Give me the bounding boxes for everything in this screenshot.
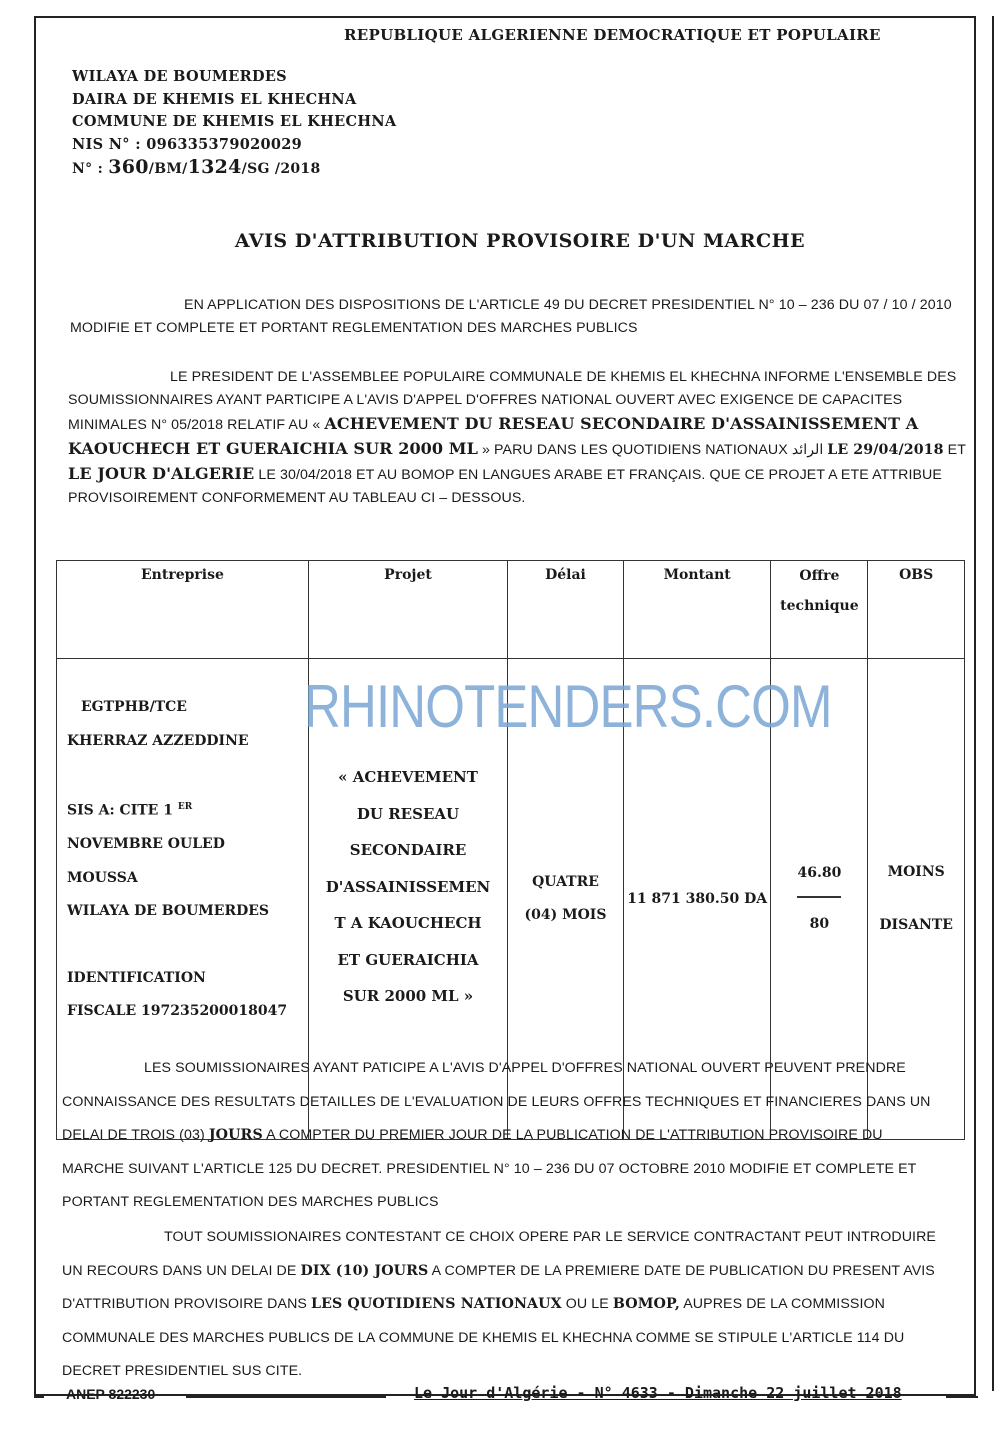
footer xyxy=(0,1384,1000,1414)
nis-line: NIS N° : 096335379020029 xyxy=(72,135,303,153)
footer-rule xyxy=(946,1396,978,1398)
watermark: RHINOTENDERS.COM xyxy=(304,673,832,740)
announcement-paragraph: LE PRESIDENT DE L'ASSEMBLEE POPULAIRE COMMUNALE DE KHEMIS EL KHECHNA INFORME L'ENSEMBLE DES SOUMISSIONNAIRES AYANT PARTICIPE A L'AVIS D'APPEL D'OFFRES NATIONAL OUVERT AVEC EXIGENCE DE CAPACITES MINIMALES N° 05/2018 RELATIF AU « ACHEVEMENT DU RESEAU SECONDAIRE D'ASSAINISSEMENT A KAOUCHECH ET GUERAICHIA SUR 2000 ML » PARU DANS LES QUOTIDIENS NATIONAUX الرائد LE 29/04/2018 ET LE JOUR D'ALGERIE LE 30/04/2018 ET AU BOMOP EN LANGUES ARABE ET FRANÇAIS. QUE CE PROJET A ETE ATTRIBUE PROVISOIREMENT CONFORMEMENT AU TABLEAU CI – DESSOUS. xyxy=(68,369,966,506)
header-obs: OBS xyxy=(868,561,965,659)
country-heading: REPUBLIQUE ALGERIENNE DEMOCRATIQUE ET POPULAIRE xyxy=(344,26,881,44)
cell-offre-technique: 46.80 80 xyxy=(771,659,868,1140)
header-entreprise: Entreprise xyxy=(57,561,309,659)
reference-number: N° : 360/BM/1324/SG /2018 xyxy=(72,156,321,178)
cell-montant: 11 871 380.50 DA xyxy=(623,659,771,1140)
daira-line: DAIRA DE KHEMIS EL KHECHNA xyxy=(72,90,357,108)
cell-projet: « ACHEVEMENT DU RESEAU SECONDAIRE D'ASSAINISSEMEN T A KAOUCHECH ET GUERAICHIA SUR 2000 ML » xyxy=(308,659,507,1140)
table-header-row xyxy=(57,561,965,659)
header-montant: Montant xyxy=(623,561,771,659)
commune-line: COMMUNE DE KHEMIS EL KHECHNA xyxy=(72,113,397,130)
newspaper-name: LE JOUR D'ALGERIE xyxy=(68,464,255,483)
header-delai: Délai xyxy=(508,561,624,659)
footer-rule xyxy=(186,1396,386,1398)
results-consultation-paragraph: LES SOUMISSIONAIRES AYANT PATICIPE A L'AVIS D'APPEL D'OFFRES NATIONAL OUVERT PEUVENT PRENDRE CONNAISSANCE DES RESULTATS DETAILLES DE L'EVALUATION DE LEURS OFFRES TECHNIQUES ET FINANCIERES DANS UN DELAI DE TROIS (03) JOURS A COMPTER DU PREMIER JOUR DE LA PUBLICATION DE L'ATTRIBUTION PROVISOIRE DU MARCHE SUIVANT L'ARTICLE 125 DU DECRET. PRESIDENTIEL N° 10 – 236 DU 07 OCTOBRE 2010 MODIFIE ET COMPLETE ET PORTANT REGLEMENTATION DES MARCHES PUBLICS xyxy=(62,1060,931,1210)
arabic-newspaper: الرائد xyxy=(791,442,824,458)
cell-entreprise: EGTPHB/TCE KHERRAZ AZZEDDINE SIS A: CITE 1 $^{ER}$ NOVEMBRE OULED MOUSSA WILAYA DE BOUMERDES IDENTIFICATION FISCALE 197235200018047 xyxy=(57,659,309,1140)
cell-obs: MOINS DISANTE xyxy=(868,659,965,1140)
journal-reference: Le Jour d'Algérie - N° 4633 - Dimanche 22 juillet 2018 xyxy=(414,1384,902,1402)
header-projet: Projet xyxy=(308,561,507,659)
appeal-paragraph: TOUT SOUMISSIONAIRES CONTESTANT CE CHOIX OPERE PAR LE SERVICE CONTRACTANT PEUT INTRODUIRE UN RECOURS DANS UN DELAI DE DIX (10) JOURS A COMPTER DE LA PREMIERE DATE DE PUBLICATION DU PRESENT AVIS D'ATTRIBUTION PROVISOIRE DANS LES QUOTIDIENS NATIONAUX OU LE BOMOP, AUPRES DE LA COMMISSION COMMUNALE DES MARCHES PUBLICS DE LA COMMUNE DE KHEMIS EL KHECHNA COMME SE STIPULE L'ARTICLE 114 DU DECRET PRESIDENTIEL SUS CITE. xyxy=(62,1229,936,1379)
page-edge-divider xyxy=(992,16,994,1391)
fraction-bar xyxy=(797,896,841,898)
anep-reference: ANEP 822230 xyxy=(66,1386,156,1402)
legal-basis-paragraph: EN APPLICATION DES DISPOSITIONS DE L'ARTICLE 49 DU DECRET PRESIDENTIEL N° 10 – 236 DU 07 / 10 / 2010 MODIFIE ET COMPLETE ET PORTANT REGLEMENTATION DES MARCHES PUBLICS xyxy=(70,297,952,336)
issuer-block xyxy=(72,66,396,181)
project-title: ACHEVEMENT DU RESEAU SECONDAIRE D'ASSAINISSEMENT A KAOUCHECH ET GUERAICHIA SUR 2000 ML xyxy=(68,414,919,458)
wilaya-line: WILAYA DE BOUMERDES xyxy=(72,68,287,85)
header-offre-technique: Offre technique xyxy=(771,561,868,659)
notice-title: AVIS D'ATTRIBUTION PROVISOIRE D'UN MARCHE xyxy=(234,230,806,252)
cell-delai: QUATRE (04) MOIS xyxy=(508,659,624,1140)
footer-rule xyxy=(34,1396,44,1398)
